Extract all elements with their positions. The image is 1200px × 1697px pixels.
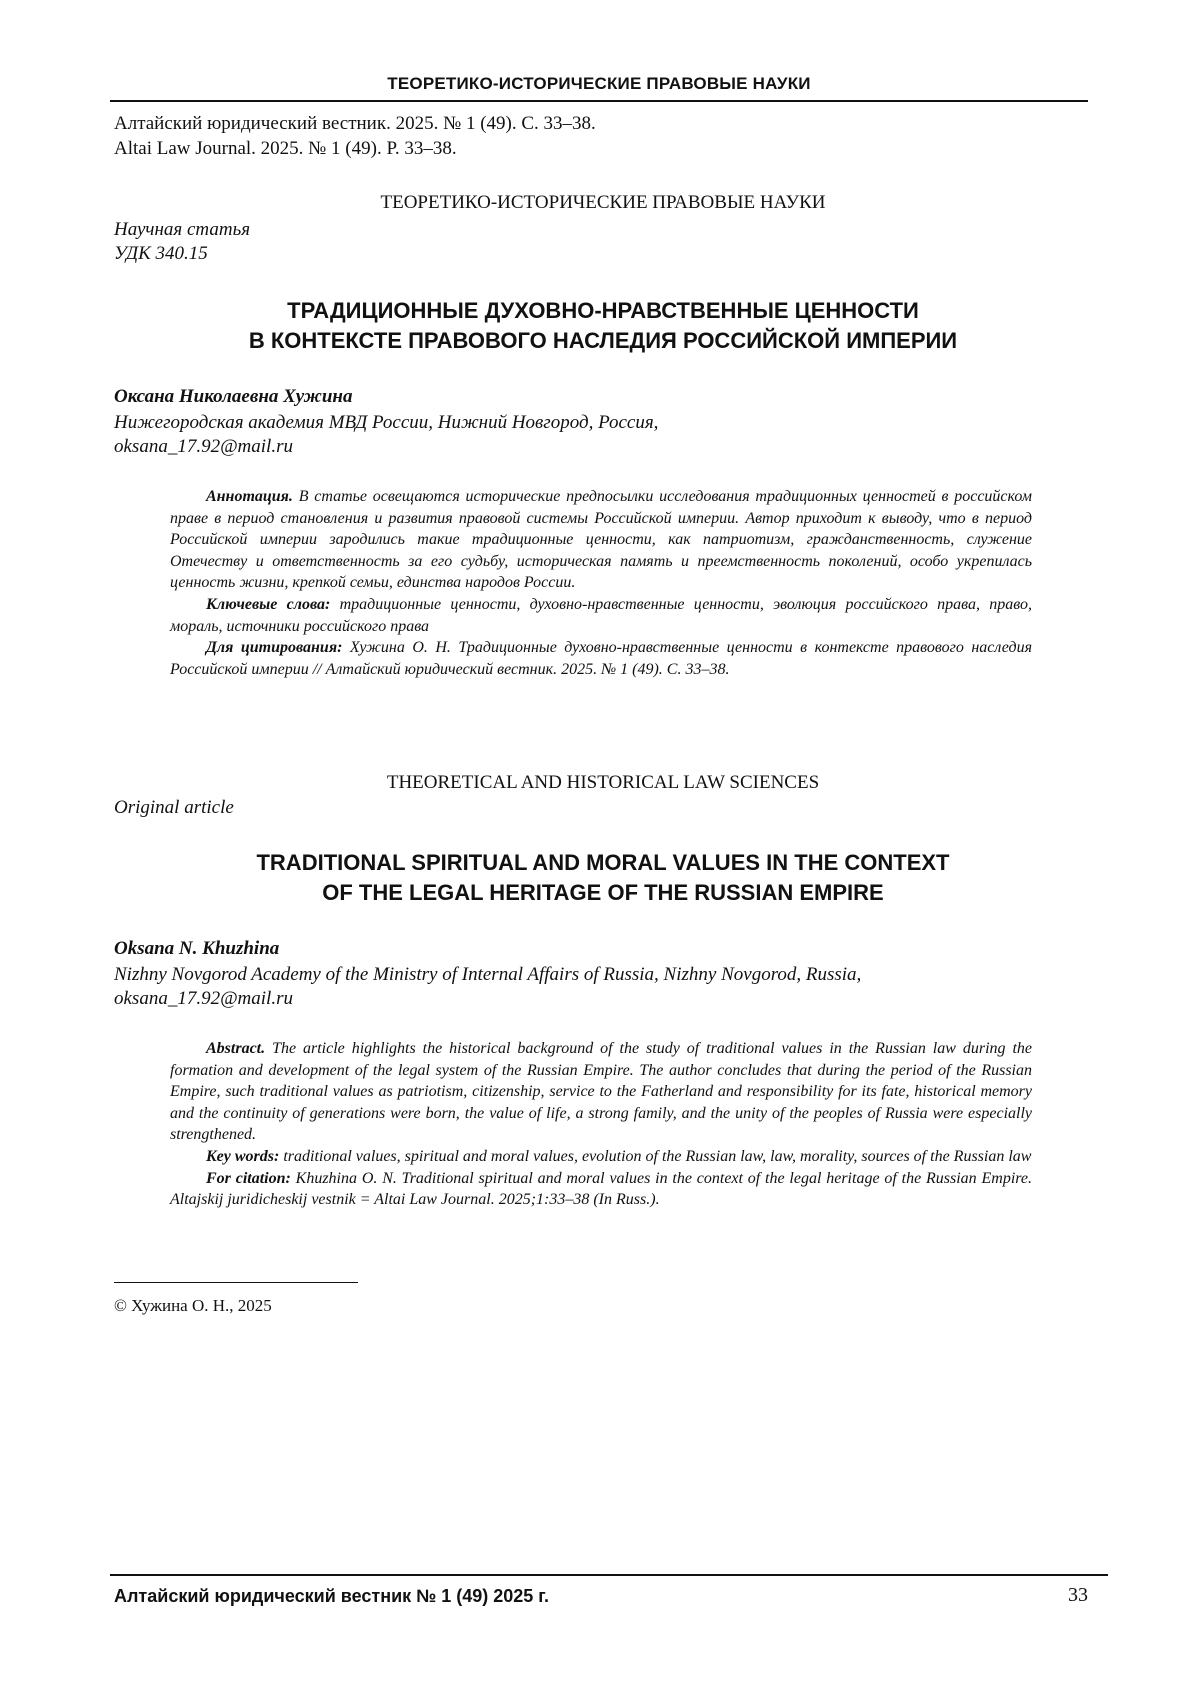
article-type-ru: Научная статья <box>114 219 250 241</box>
running-head: ТЕОРЕТИКО-ИСТОРИЧЕСКИЕ ПРАВОВЫЕ НАУКИ <box>110 74 1088 94</box>
abstract-en <box>170 1038 1032 1211</box>
affiliation-ru-text: Нижегородская академия МВД России, Нижний Новгород, Россия, <box>114 411 1074 435</box>
email-en[interactable]: oksana_17.92@mail.ru <box>114 987 1074 1011</box>
header-rule <box>110 100 1088 102</box>
article-type-en: Original article <box>114 797 234 819</box>
keywords-ru-text: традиционные ценности, духовно-нравственные ценности, эволюция российского права, право, мораль, источники российского права <box>170 596 1032 635</box>
journal-page <box>0 0 1200 1697</box>
title-ru <box>114 296 1092 356</box>
abstract-en-label: Abstract. <box>206 1040 265 1057</box>
abstract-en-paragraph <box>170 1038 1032 1146</box>
abstract-en-text: The article highlights the historical background of the study of traditional values in the Russian law during the formation and development of the legal system of the Russian Empire. The author concludes that during the period of the Russian Empire, such traditional values as patriotism, citizenship, service to the Fatherland and responsibility for its fate, historical memory and the continuity of generations were born, the value of life, a strong family, and the unity of the peoples of Russia were especially strengthened. <box>170 1040 1032 1143</box>
keywords-ru-label: Ключевые слова: <box>206 596 330 613</box>
journal-ref-en: Altai Law Journal. 2025. № 1 (49). P. 33–38. <box>114 137 457 161</box>
copyright-note: © Хужина О. Н., 2025 <box>114 1296 272 1316</box>
affiliation-ru <box>114 411 1074 459</box>
affiliation-en <box>114 963 1074 1011</box>
keywords-en-paragraph <box>170 1146 1032 1168</box>
author-en: Oksana N. Khuzhina <box>114 938 279 960</box>
citation-en-label: For citation: <box>206 1170 291 1187</box>
abstract-ru-label: Аннотация. <box>206 488 293 505</box>
footnote-rule <box>114 1282 358 1283</box>
footer-journal-title: Алтайский юридический вестник № 1 (49) 2025 г. <box>114 1586 549 1607</box>
page-number: 33 <box>1040 1584 1088 1607</box>
title-ru-line-2: В КОНТЕКСТЕ ПРАВОВОГО НАСЛЕДИЯ РОССИЙСКОЙ ИМПЕРИИ <box>114 326 1092 356</box>
email-ru[interactable]: oksana_17.92@mail.ru <box>114 435 1074 459</box>
citation-en-text: Khuzhina O. N. Traditional spiritual and moral values in the context of the legal heritage of the Russian Empire. Altajskij juridicheskij vestnik = Altai Law Journal. 2025;1:33–38 (In Russ.). <box>170 1170 1032 1209</box>
affiliation-en-text: Nizhny Novgorod Academy of the Ministry of Internal Affairs of Russia, Nizhny Novgorod, Russia, <box>114 963 1074 987</box>
citation-ru-label: Для цитирования: <box>206 639 342 656</box>
citation-ru-text: Хужина О. Н. Традиционные духовно-нравственные ценности в контексте правового наследия Российской империи // Алтайский юридический вестник. 2025. № 1 (49). С. 33–38. <box>170 639 1032 678</box>
abstract-ru <box>170 486 1032 680</box>
abstract-ru-text: В статье освещаются исторические предпосылки исследования традиционных ценностей в российском праве в период становления и развития правовой системы Российской империи. Автор приходит к выводу, что в период Российской империи зародились такие традиционные ценности, как патриотизм, гражданственность, служение Отечеству и ответственность за его судьбу, историческая память и преемственность поколений, особо укрепилась ценность жизни, крепкой семьи, единства народов России. <box>170 488 1032 591</box>
title-ru-line-1: ТРАДИЦИОННЫЕ ДУХОВНО-НРАВСТВЕННЫЕ ЦЕННОСТИ <box>114 296 1092 326</box>
keywords-ru-paragraph <box>170 594 1032 637</box>
footer-rule <box>110 1574 1108 1576</box>
keywords-en-label: Key words: <box>206 1148 279 1165</box>
citation-en-paragraph <box>170 1168 1032 1211</box>
title-en-line-1: TRADITIONAL SPIRITUAL AND MORAL VALUES IN THE CONTEXT <box>114 848 1092 878</box>
udc-code: УДК 340.15 <box>114 243 208 265</box>
abstract-ru-paragraph <box>170 486 1032 594</box>
title-en-line-2: OF THE LEGAL HERITAGE OF THE RUSSIAN EMPIRE <box>114 878 1092 908</box>
section-ru: ТЕОРЕТИКО-ИСТОРИЧЕСКИЕ ПРАВОВЫЕ НАУКИ <box>114 192 1092 214</box>
journal-ref-ru: Алтайский юридический вестник. 2025. № 1 (49). С. 33–38. <box>114 112 596 136</box>
section-en: THEORETICAL AND HISTORICAL LAW SCIENCES <box>114 772 1092 794</box>
author-ru: Оксана Николаевна Хужина <box>114 386 352 408</box>
citation-ru-paragraph <box>170 637 1032 680</box>
title-en <box>114 848 1092 908</box>
keywords-en-text: traditional values, spiritual and moral values, evolution of the Russian law, law, morality, sources of the Russian law <box>283 1148 1031 1165</box>
